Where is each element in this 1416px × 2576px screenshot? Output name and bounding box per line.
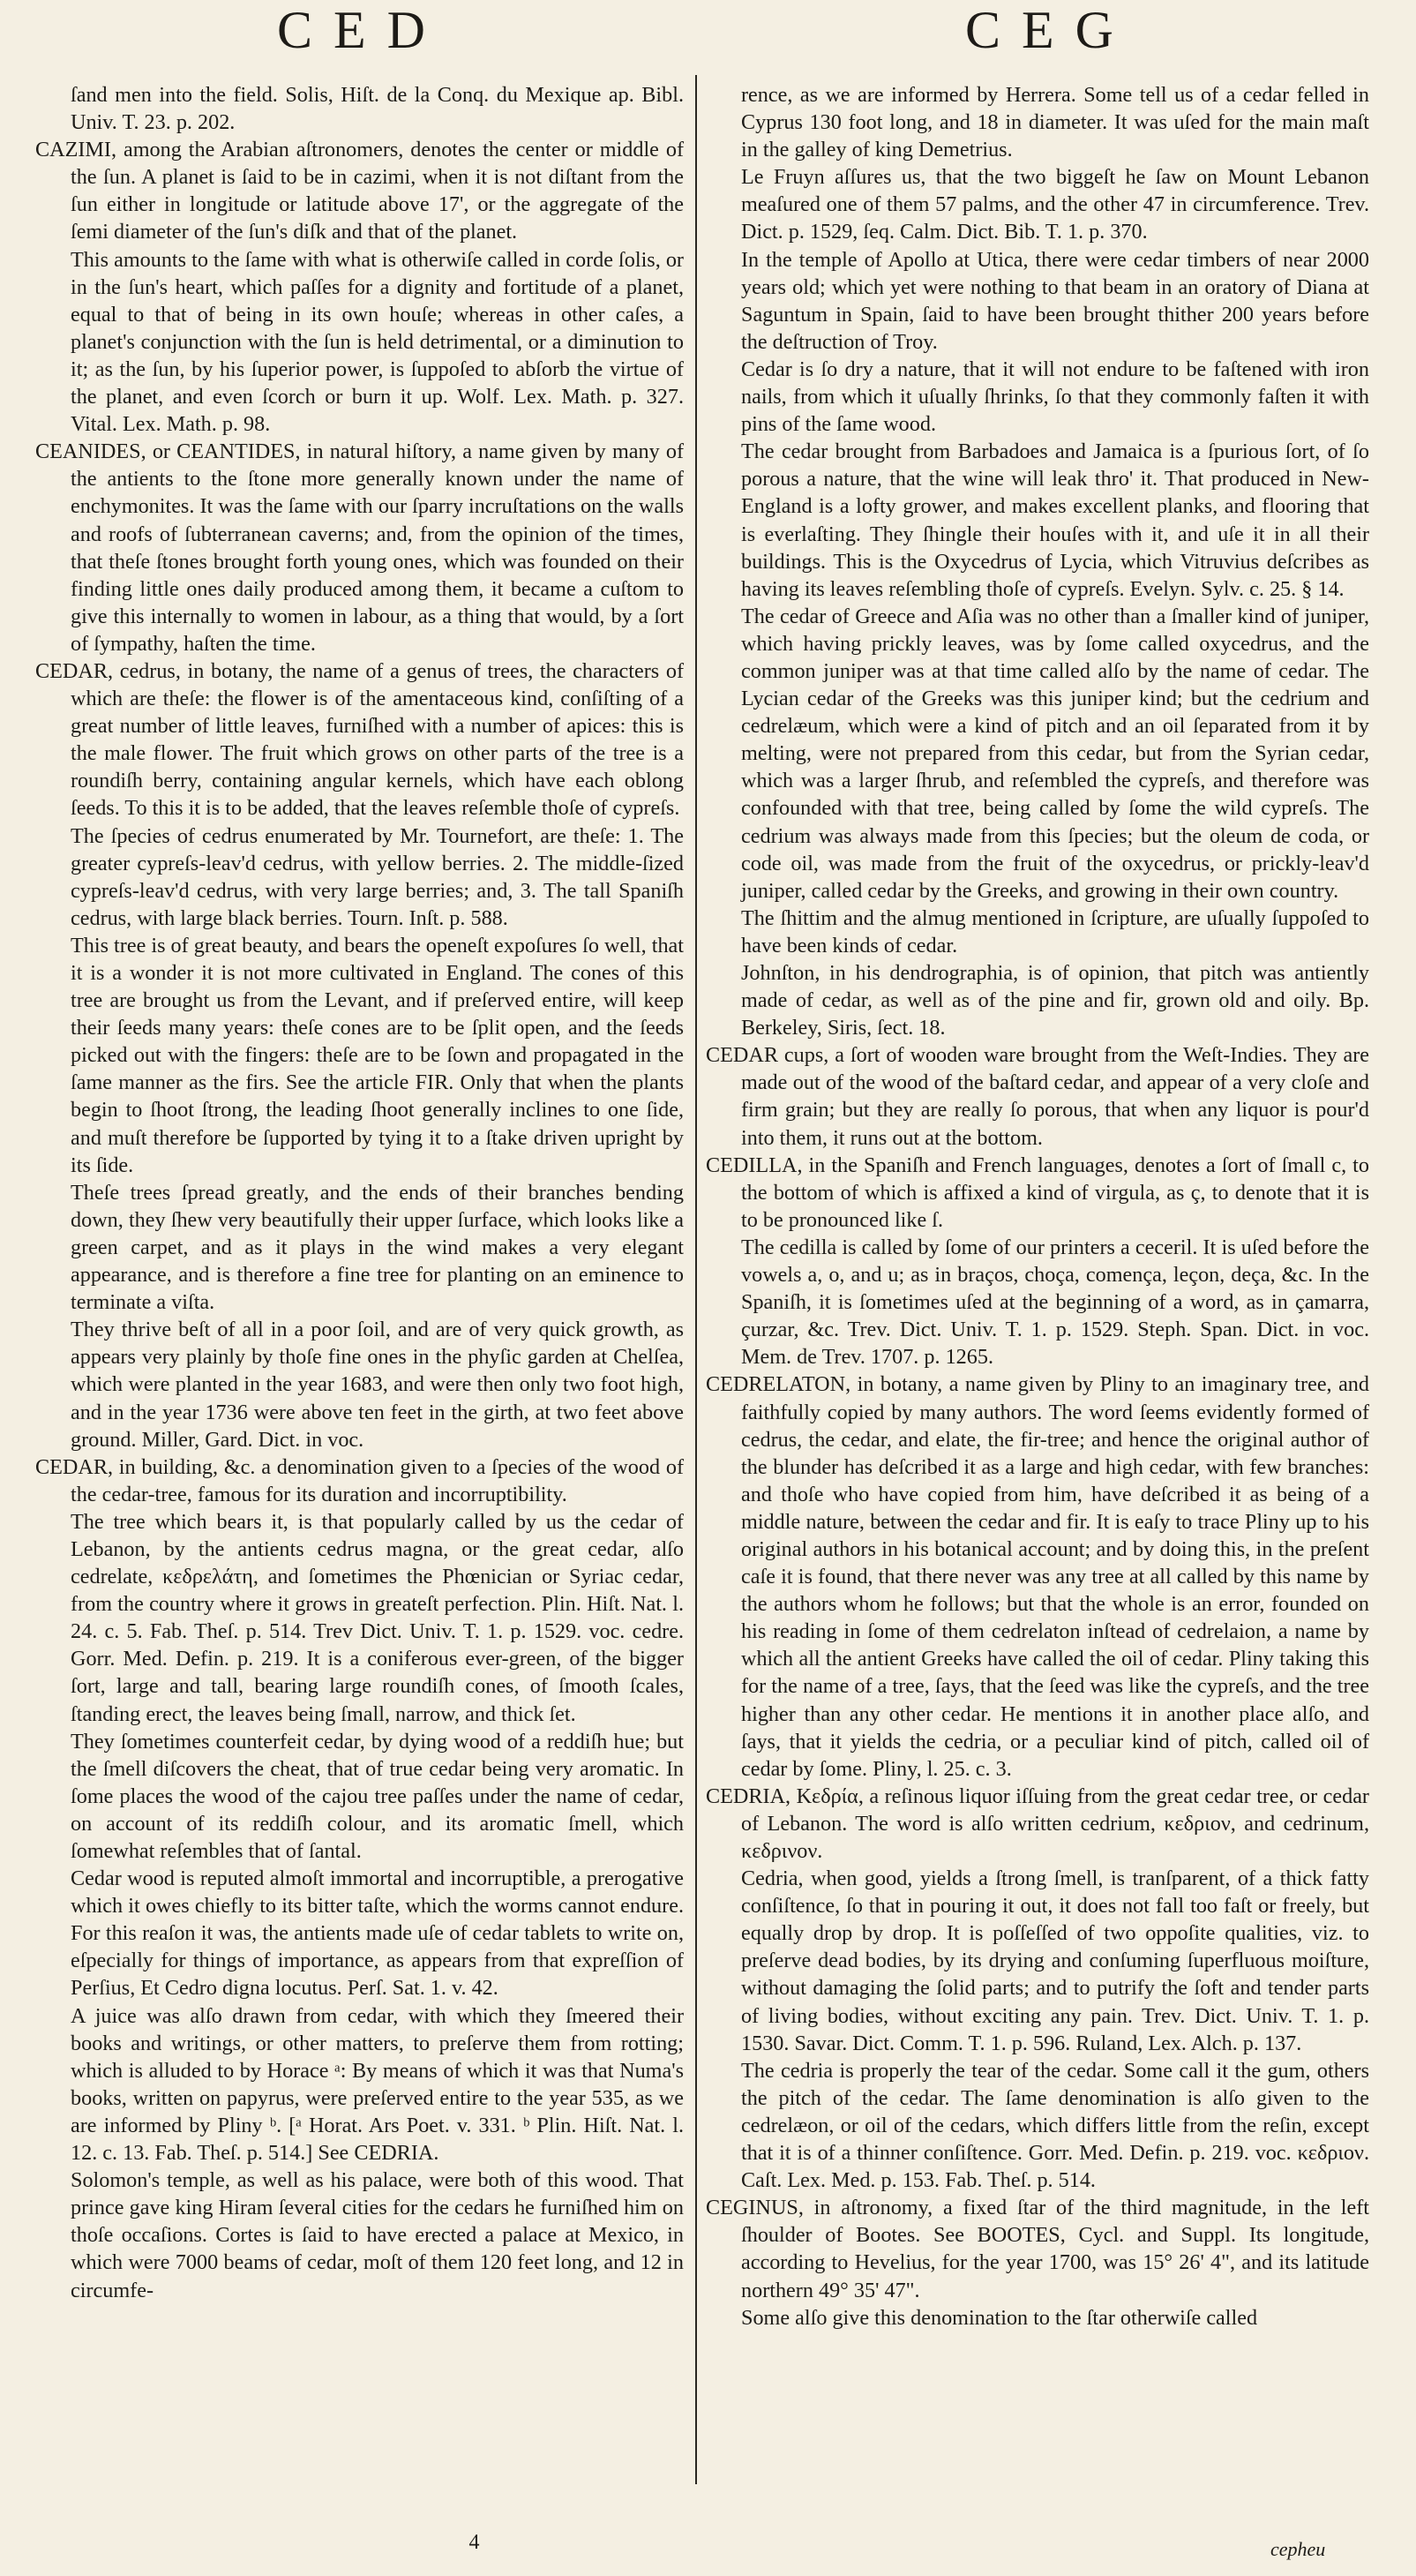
dictionary-entry: CEDAR, in building, &c. a denomination given to a ſpecies of the wood of the cedar-tree, famous for its duration and incorruptibility.: [35, 1454, 684, 1506]
catchword: cepheu: [1270, 2538, 1326, 2560]
dictionary-entry: CEDAR, cedrus, in botany, the name of a genus of trees, the characters of which are theſe: the flower is of the amentaceous kind, conſiſting of a great number of little leaves, furniſhed with a number of apices: this is the male flower. The fruit which grows on other parts of the tree is a roundiſh berry, containing angular kernels, which have each oblong ſeeds. To this it is to be added, that the leaves reſemble thoſe of cypreſs.: [35, 658, 684, 821]
dictionary-entry: CAZIMI, among the Arabian aſtronomers, denotes the center or middle of the ſun. A planet is ſaid to be in cazimi, when it is not diſtant from the ſun either in longitude or latitude above 17', or the aggregate of the ſemi diameter of the ſun's diſk and that of the planet.: [35, 138, 684, 244]
column-rule: [695, 75, 697, 2484]
entry-paragraph: Some alſo give this denomination to the ſtar otherwiſe called: [741, 2305, 1258, 2330]
entry-paragraph: The ſpecies of cedrus enumerated by Mr. Tournefort, are theſe: 1. The greater cypreſs-leav'd cedrus, with yellow berries. 2. The middle-ſized cypreſs-leav'd cedrus, with very large berries; and, 3. The tall Spaniſh cedrus, with large black berries. Tourn. Inſt. p. 588.: [71, 823, 684, 930]
entry-paragraph: They thrive beſt of all in a poor ſoil, and are of very quick growth, as appears very plainly by thoſe fine ones in the phyſic garden at Chelſea, which were planted in the year 1683, and were then only two foot high, and in the year 1736 were above ten feet in the girth, at two feet above ground. Miller, Gard. Dict. in voc.: [71, 1318, 684, 1452]
left-column: [35, 81, 684, 2304]
entry-paragraph: The cedria is properly the tear of the cedar. Some call it the gum, others the pitch of the cedar. The ſame denomination is alſo given to the cedrelæon, or oil of the cedars, which differs little from the reſin, except that it is of a thinner conſiſtence. Gorr. Med. Defin. p. 219. voc. κεδριον. Caſt. Lex. Med. p. 153. Fab. Theſ. p. 514.: [741, 2058, 1369, 2193]
dictionary-entry: CEDRELATON, in botany, a name given by Pliny to an imaginary tree, and faithfully copied by many authors. The word ſeems evidently formed of cedrus, the cedar, and elate, the fir-tree; and hence the original author of the blunder has deſcribed it as a large and high cedar, with few branches: and thoſe who have copied from him, have deſcribed it as being of a middle nature, between the cedar and fir. It is eaſy to trace Pliny up to his original authors in his botanical account; and by doing this, in the preſent caſe it is found, that there never was any tree at all called by this name by the authors whom he follows; but that the whole is an error, founded on his reading in ſome of them cedrelaton inſtead of cedrelaion, a name by which all the antient Greeks have called the oil of cedar. Pliny taking this for the name of a tree, ſays, that the ſeed was like the cypreſs, and the tree higher than any other cedar. He mentions it in another place alſo, and ſays, that it yields the cedria, or a peculiar kind of pitch, called oil of cedar by ſome. Pliny, l. 25. c. 3.: [706, 1372, 1369, 1781]
entry-paragraph: Cedar wood is reputed almoſt immortal and incorruptible, a prerogative which it owes chiefly to its bitter taſte, which the worms cannot endure. For this reaſon it was, the antients made uſe of cedar tablets to write on, eſpecially for things of importance, as appears from that expreſſion of Perſius, Et Cedro digna locutus. Perſ. Sat. 1. v. 42.: [71, 1866, 684, 2001]
entry-paragraph: Cedar is ſo dry a nature, that it will not endure to be faſtened with iron nails, from which it uſually ſhrinks, ſo that they commonly faſten it with pins of the ſame wood.: [741, 357, 1369, 437]
entry-paragraph: This amounts to the ſame with what is otherwiſe called in corde ſolis, or in the ſun's heart, which paſſes for a dignity and fortitude of a planet, equal to that of being in its own houſe; whereas in other caſes, a planet's conjunction with the ſun is held detrimental, or a diminution to it; as the ſun, by his ſuperior power, is ſuppoſed to abſorb the virtue of the planet, and even ſcorch or burn it up. Wolf. Lex. Math. p. 327. Vital. Lex. Math. p. 98.: [71, 247, 684, 437]
dictionary-entry: CEDILLA, in the Spaniſh and French languages, denotes a ſort of ſmall c, to the bottom of which is affixed a kind of virgula, as ç, to denote that it is to be pronounced like ſ.: [706, 1153, 1369, 1232]
entry-paragraph: In the temple of Apollo at Utica, there were cedar timbers of near 2000 years old; which yet were nothing to that beam in an oratory of Diana at Saguntum in Spain, ſaid to have been brought thither 200 years before the deſtruction of Troy.: [741, 247, 1369, 354]
dictionary-entry: CEDRIA, Κεδρία, a reſinous liquor iſſuing from the great cedar tree, or cedar of Lebanon. The word is alſo written cedrium, κεδριον, and cedrinum, κεδρινον.: [706, 1784, 1369, 1863]
right-column: [706, 81, 1369, 2332]
running-head-right: CEG: [965, 1, 1135, 59]
dictionary-entry: CEDAR cups, a ſort of wooden ware brought from the Weſt-Indies. They are made out of the wood of the baſtard cedar, and appear of a very cloſe and firm grain; but they are really ſo porous, that when any liquor is pour'd into them, it runs out at the bottom.: [706, 1043, 1369, 1150]
page-number: 4: [468, 2531, 480, 2554]
entry-paragraph: Johnſton, in his dendrographia, is of opinion, that pitch was antiently made of cedar, as well as of the pine and fir, grown old and oily. Bp. Berkeley, Siris, ſect. 18.: [741, 961, 1369, 1040]
entry-paragraph: rence, as we are informed by Herrera. Some tell us of a cedar felled in Cyprus 130 foot long, and 18 in diameter. It was uſed for the main maſt in the galley of king Demetrius.: [741, 83, 1369, 162]
entry-paragraph: A juice was alſo drawn from cedar, with which they ſmeered their books and writings, or other matters, to preſerve them from rotting; which is alluded to by Horace ᵃ: By means of which it was that Numa's books, written on papyrus, were preſerved entire to the year 535, as we are informed by Pliny ᵇ. [ᵃ Horat. Ars Poet. v. 331. ᵇ Plin. Hiſt. Nat. l. 12. c. 13. Fab. Theſ. p. 514.] See CEDRIA.: [71, 2003, 684, 2166]
entry-paragraph: The cedar of Greece and Aſia was no other than a ſmaller kind of juniper, which having prickly leaves, was by ſome called oxycedrus, and the common juniper was at that time called alſo by the name of cedar. The Lycian cedar of the Greeks was this juniper kind; but the cedrium and cedrelæum, which were a kind of pitch and an oil ſeparated from it by melting, were not prepared from this cedar, but from the Syrian cedar, which was a larger ſhrub, and reſembled the cypreſs, and therefore was confounded with that tree, being called by ſome the wild cypreſs. The cedrium was always made from this ſpecies; but the oleum de coda, or code oil, was made from the fruit of the oxycedrus, or prickly-leav'd juniper, called cedar by the Greeks, and growing in their own country.: [741, 604, 1369, 903]
entry-paragraph: The tree which bears it, is that popularly called by us the cedar of Lebanon, by the antients cedrus magna, or the great cedar, alſo cedrelate, κεδρελάτη, and ſometimes the Phœnician or Syriac cedar, from the country where it grows in greateſt perfection. Plin. Hiſt. Nat. l. 24. c. 5. Fab. Theſ. p. 514. Trev Dict. Univ. T. 1. p. 1529. voc. cedre. Gorr. Med. Defin. p. 219. It is a coniferous ever-green, of the bigger ſort, large and tall, bearing large roundiſh cones, of ſmooth ſcales, ſtanding erect, the leaves being ſmall, narrow, and thick ſet.: [71, 1509, 684, 1726]
entry-paragraph: Theſe trees ſpread greatly, and the ends of their branches bending down, they ſhew very beautifully their upper ſurface, which looks like a green carpet, and as it plays in the wind makes a very elegant appearance, and is therefore a fine tree for planting on an eminence to terminate a viſta.: [71, 1180, 684, 1315]
entry-paragraph: This tree is of great beauty, and bears the openeſt expoſures ſo well, that it is a wonder it is not more cultivated in England. The cones of this tree are brought us from the Levant, and if preſerved entire, will keep their ſeeds many years: theſe cones are to be ſplit open, and the ſeeds picked out with the fingers: theſe are to be ſown and propagated in the ſame manner as the firs. See the article FIR. Only that when the plants begin to ſhoot ſtrong, the leading ſhoot generally inclines to one ſide, and muſt therefore be ſupported by tying it to a ſtake driven upright by its ſide.: [71, 933, 684, 1177]
entry-paragraph: The cedar brought from Barbadoes and Jamaica is a ſpurious ſort, of ſo porous a nature, that the wine will leak thro' it. That produced in New-England is a lofty grower, and makes excellent planks, and flooring that is everlaſting. They ſhingle their houſes with it, and uſe it in all their buildings. This is the Oxycedrus of Lycia, which Vitruvius deſcribes as having its leaves reſembling thoſe of cypreſs. Evelyn. Sylv. c. 25. § 14.: [741, 439, 1369, 601]
entry-paragraph: They ſometimes counterfeit cedar, by dying wood of a reddiſh hue; but the ſmell diſcovers the cheat, that of true cedar being very aromatic. In ſome places the wood of the cajou tree paſſes under the name of cedar, on account of its reddiſh colour, and its aromatic ſmell, which ſomewhat reſembles that of ſantal.: [71, 1729, 684, 1863]
entry-paragraph: Cedria, when good, yields a ſtrong ſmell, is tranſparent, of a thick fatty conſiſtence, ſo that in pouring it out, it does not fall too faſt or freely, but equally drop by drop. It is poſſeſſed of two oppoſite qualities, viz. to preſerve dead bodies, by its drying and conſuming ſuperfluous moiſture, without damaging the ſolid parts; and to putrify the ſoft and tender parts of living bodies, without exciting any pain. Trev. Dict. Univ. T. 1. p. 1530. Savar. Dict. Comm. T. 1. p. 596. Ruland, Lex. Alch. p. 137.: [741, 1866, 1369, 2055]
running-head-left: CED: [277, 1, 446, 59]
entry-paragraph: The cedilla is called by ſome of our printers a ceceril. It is uſed before the vowels a, o, and u; as in braços, choça, començа, leçon, deça, &c. In the Spaniſh, it is ſometimes uſed at the beginning of a word, as in çamarra, çurzar, &c. Trev. Dict. Univ. T. 1. p. 1529. Steph. Span. Dict. in voc. Mem. de Trev. 1707. p. 1265.: [741, 1235, 1369, 1370]
entry-paragraph: Solomon's temple, as well as his palace, were both of this wood. That prince gave king Hiram ſeveral cities for the cedars he furniſhed him on thoſe occaſions. Cortes is ſaid to have erected a palace at Mexico, in which were 7000 beams of cedar, moſt of them 120 feet long, and 12 in circumfe-: [71, 2168, 684, 2302]
entry-paragraph: ſand men into the field. Solis, Hiſt. de la Conq. du Mexique ap. Bibl. Univ. T. 23. p. 202.: [71, 83, 684, 135]
entry-paragraph: Le Fruyn aſſures us, that the two biggeſt he ſaw on Mount Lebanon meaſured one of them 57 palms, and the other 47 in circumference. Trev. Dict. p. 1529, ſeq. Calm. Dict. Bib. T. 1. p. 370.: [741, 165, 1369, 244]
dictionary-entry: CEGINUS, in aſtronomy, a fixed ſtar of the third magnitude, in the left ſhoulder of Bootes. See BOOTES, Cycl. and Suppl. Its longitude, according to Hevelius, for the year 1700, was 15° 26' 4", and its latitude northern 49° 35' 47".: [706, 2196, 1369, 2302]
entry-paragraph: The ſhittim and the almug mentioned in ſcripture, are uſually ſuppoſed to have been kinds of cedar.: [741, 905, 1369, 958]
dictionary-entry: CEANIDES, or CEANTIDES, in natural hiſtory, a name given by many of the antients to the ſtone more generally known under the name of enchymonites. It was the ſame with our ſparry incruſtations on the walls and roofs of ſubterranean caverns; and, from the opinion of the times, that theſe ſtones brought forth young ones, which was founded on their finding little ones daily produced among them, it became a cuſtom to give this internally to women in labour, as a thing that would, by a ſort of ſympathy, haſten the time.: [35, 439, 684, 656]
